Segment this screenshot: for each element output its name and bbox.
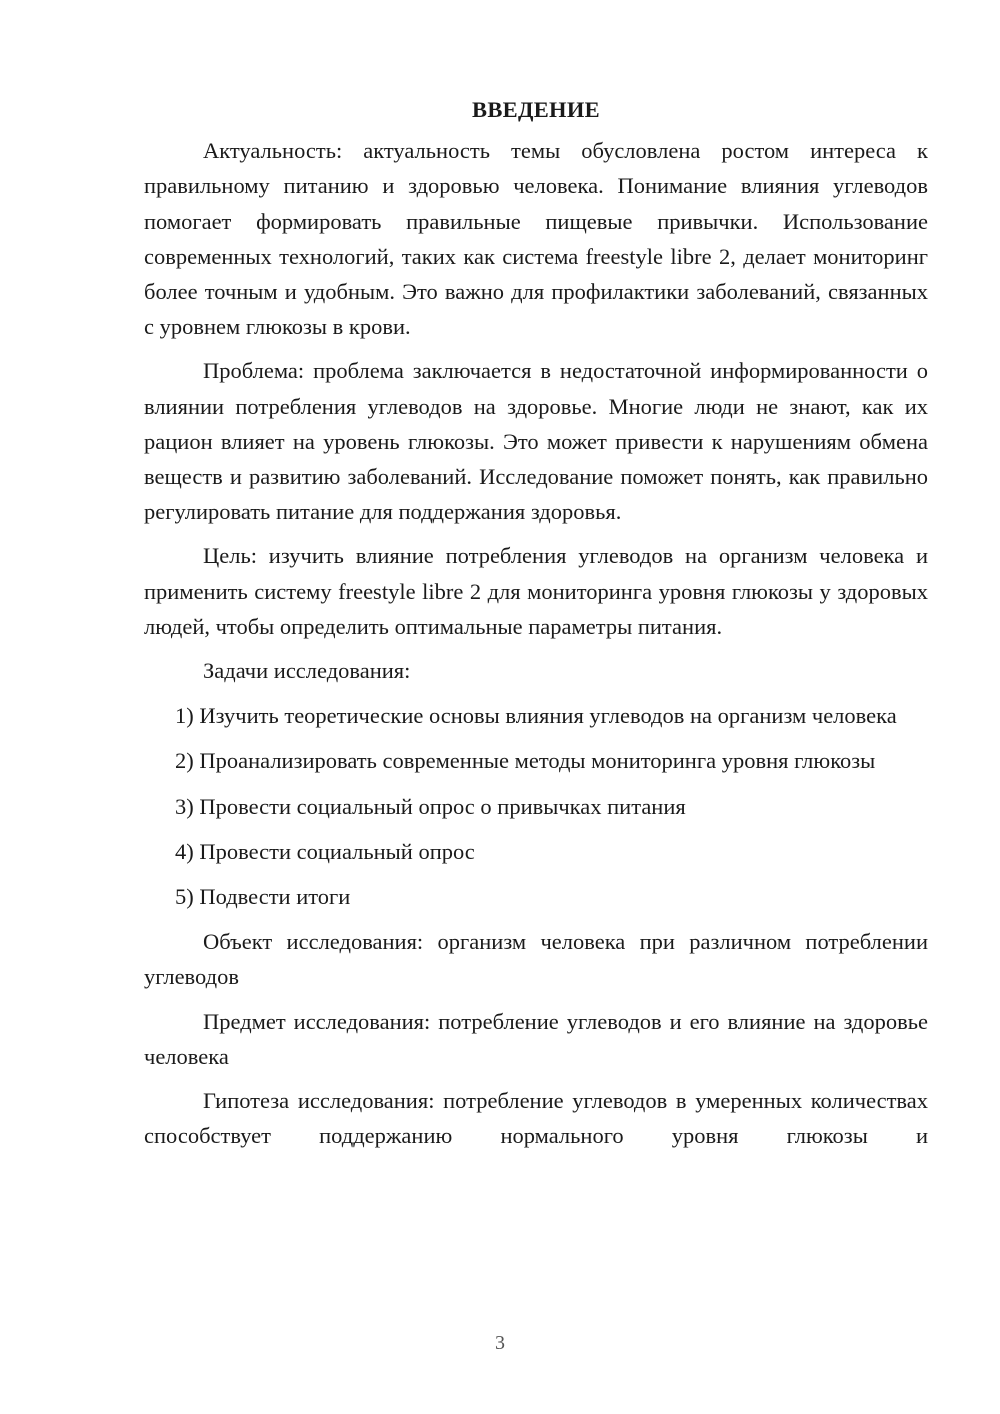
subject-paragraph: Предмет исследования: потребление углеводов и его влияние на здоровье человека	[144, 1008, 928, 1069]
task-item-5: 5) Подвести итоги	[175, 884, 351, 910]
document-page	[144, 92, 928, 1162]
section-title: ВВЕДЕНИЕ	[472, 97, 600, 122]
tasks-heading: Задачи исследования:	[203, 658, 411, 684]
hypothesis-paragraph: Гипотеза исследования: потребление углеводов в умеренных количествах способствует поддержанию нормального уровня глюкозы и	[144, 1088, 928, 1149]
page-number: 3	[495, 1332, 505, 1354]
task-item-2: 2) Проанализировать современные методы мониторинга уровня глюкозы	[175, 748, 876, 774]
problem-paragraph: Проблема: проблема заключается в недостаточной информированности о влиянии потребления углеводов на здоровье. Многие люди не знают, как их рацион влияет на уровень глюкозы. Это может привести к нарушениям обмена веществ и развитию заболеваний. Исследование поможет понять, как правильно регулировать питание для поддержания здоровья.	[144, 358, 928, 525]
goal-paragraph: Цель: изучить влияние потребления углеводов на организм человека и применить систему freestyle libre 2 для мониторинга уровня глюкозы у здоровых людей, чтобы определить оптимальные параметры питания.	[144, 543, 928, 639]
relevance-paragraph: Актуальность: актуальность темы обусловлена ростом интереса к правильному питанию и здоровью человека. Понимание влияния углеводов помогает формировать правильные пищевые привычки. Использование современных технологий, таких как система freestyle libre 2, делает мониторинг более точным и удобным. Это важно для профилактики заболеваний, связанных с уровнем глюкозы в крови.	[144, 138, 928, 340]
task-item-4: 4) Провести социальный опрос	[175, 838, 475, 864]
object-paragraph: Объект исследования: организм человека при различном потреблении углеводов	[144, 929, 928, 990]
task-item-1: 1) Изучить теоретические основы влияния углеводов на организм человека	[175, 703, 897, 729]
task-item-3: 3) Провести социальный опрос о привычках питания	[175, 793, 686, 819]
